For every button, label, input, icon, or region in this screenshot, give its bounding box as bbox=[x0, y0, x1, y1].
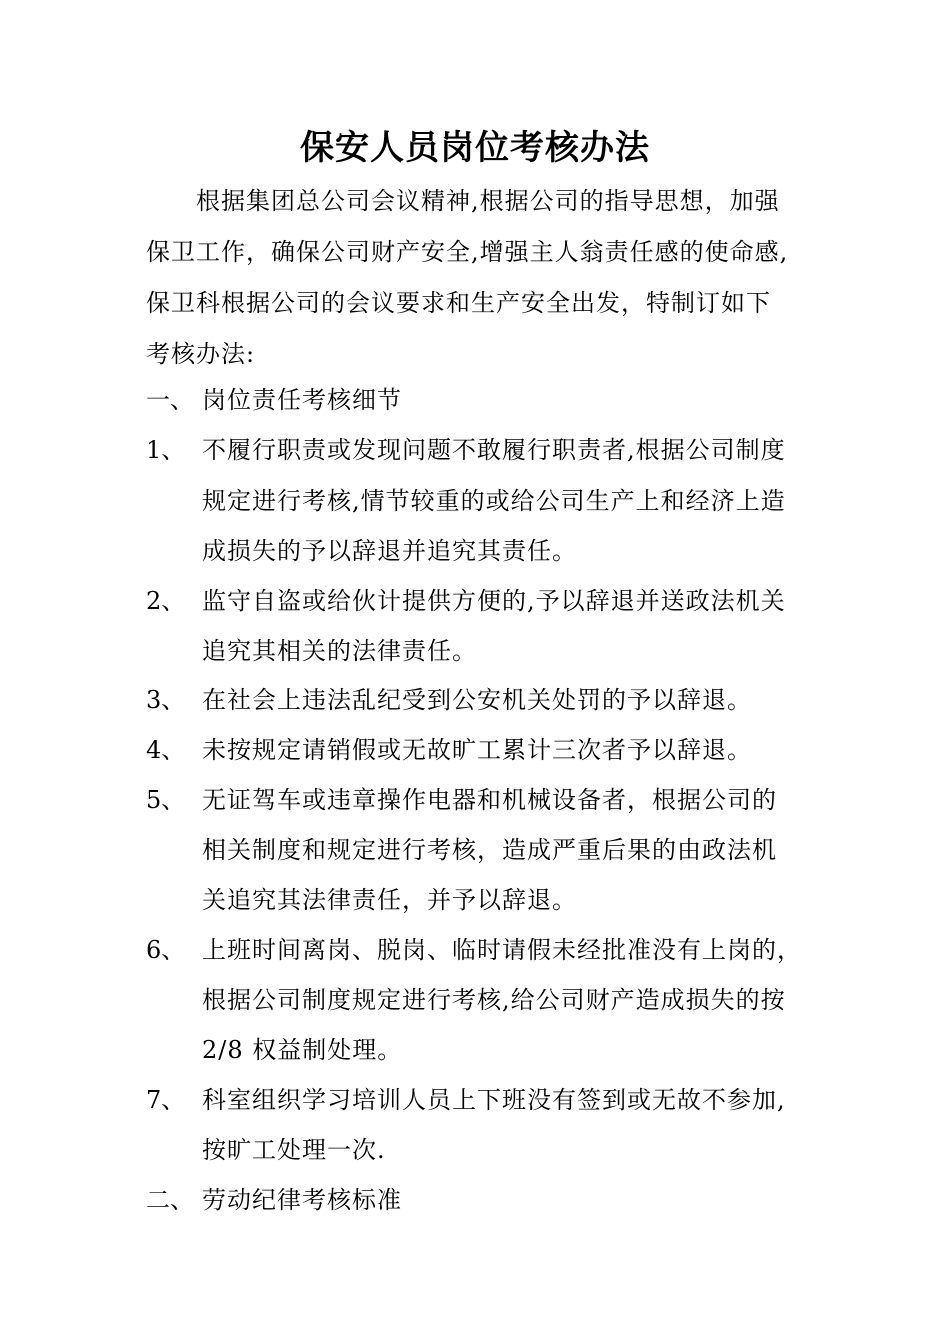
section-heading: 岗位责任考核细节 bbox=[202, 386, 402, 414]
item-line: 成损失的予以辞退并追究其责任。 bbox=[202, 537, 577, 565]
item-line: 无证驾车或违章操作电器和机械设备者，根据公司的 bbox=[202, 786, 777, 814]
item-line: 科室组织学习培训人员上下班没有签到或无故不参加, bbox=[202, 1086, 786, 1114]
section-number: 一、 bbox=[146, 386, 194, 414]
section-heading: 劳动纪律考核标准 bbox=[202, 1186, 402, 1214]
document-title: 保安人员岗位考核办法 bbox=[300, 128, 650, 168]
item-line: 相关制度和规定进行考核，造成严重后果的由政法机 bbox=[202, 836, 777, 864]
item-number: 4、 bbox=[146, 736, 186, 764]
item-line: 在社会上违法乱纪受到公安机关处罚的予以辞退。 bbox=[202, 686, 752, 714]
item-line: 不履行职责或发现问题不敢履行职责者,根据公司制度 bbox=[202, 436, 786, 464]
item-number: 7、 bbox=[146, 1086, 186, 1114]
item-number: 6、 bbox=[146, 936, 186, 964]
item-line: 监守自盗或给伙计提供方便的,予以辞退并送政法机关 bbox=[202, 587, 786, 615]
item-number: 1、 bbox=[146, 436, 186, 464]
item-line: 上班时间离岗、脱岗、临时请假未经批准没有上岗的， bbox=[202, 936, 802, 964]
item-number: 5、 bbox=[146, 786, 186, 814]
item-line: 根据公司制度规定进行考核,给公司财产造成损失的按 bbox=[202, 986, 786, 1014]
item-line: 关追究其法律责任，并予以辞退。 bbox=[202, 886, 577, 914]
intro-line: 保卫工作，确保公司财产安全,增强主人翁责任感的使命感, bbox=[146, 238, 789, 266]
item-line: 2/8 权益制处理。 bbox=[202, 1036, 403, 1064]
intro-line: 保卫科根据公司的会议要求和生产安全出发，特制订如下 bbox=[146, 289, 771, 317]
item-line: 未按规定请销假或无故旷工累计三次者予以辞退。 bbox=[202, 736, 752, 764]
item-line: 按旷工处理一次. bbox=[202, 1136, 386, 1164]
item-number: 3、 bbox=[146, 686, 186, 714]
item-line: 追究其相关的法律责任。 bbox=[202, 637, 477, 665]
intro-line: 考核办法: bbox=[146, 340, 256, 368]
item-number: 2、 bbox=[146, 587, 186, 615]
intro-line: 根据集团总公司会议精神,根据公司的指导思想，加强 bbox=[196, 187, 780, 215]
item-line: 规定进行考核,情节较重的或给公司生产上和经济上造 bbox=[202, 487, 786, 515]
section-number: 二、 bbox=[146, 1186, 194, 1214]
